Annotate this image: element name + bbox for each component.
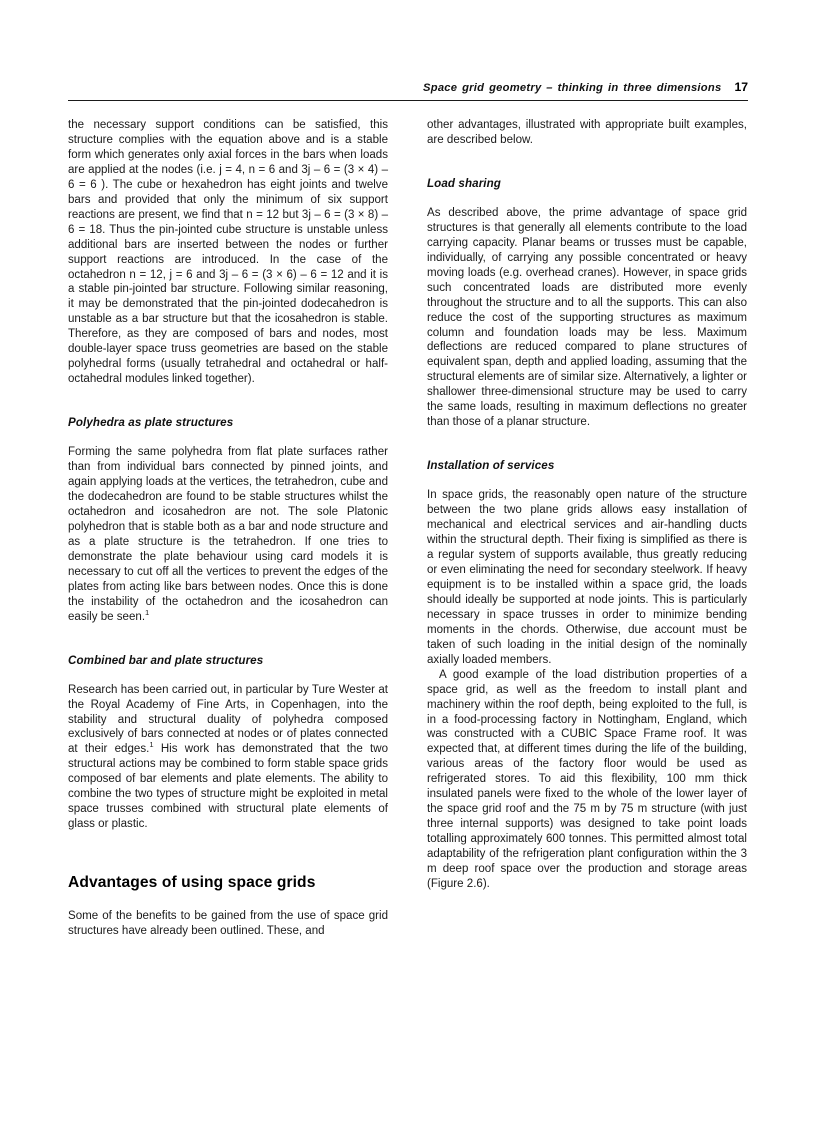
paragraph-advantages: Some of the benefits to be gained from the use of space grid structures have already been outlined. These, and: [68, 910, 388, 938]
spacer: [68, 892, 388, 909]
heading-load-sharing: Load sharing: [427, 176, 501, 190]
spacer: [68, 430, 388, 445]
left-column: [68, 118, 388, 1048]
footnote-marker: 1: [149, 740, 154, 750]
paragraph-installation-a: In space grids, the reasonably open nature of the structure between the two plane grids allows easy installation of mechanical and electrical services and air-handling ducts within the structural depth. Their fixing is simplified as there is a regular system of supports available, thus greatly reducing or even eliminating the need for secondary steelwork. If heavy equipment is to be installed within a space grid, the loads should ideally be supported at node joints. This is particularly necessary in space trusses in order to minimize bending moments in the chords. Otherwise, due account must be taken of such loading in the initial design of the nominally axially loaded members.: [427, 489, 747, 666]
spacer: [427, 191, 747, 206]
spacer: [68, 832, 388, 874]
paragraph-installation-b: A good example of the load distribution properties of a space grid, as well as the freedom to install plant and machinery within the roof depth, being exploited to the full, is in a food-processing factory in Nottingham, England, which was constructed with a CUBIC Space Frame roof. It was expected that, at different times during the life of the building, various areas of the factory floor would be used as refrigerated stores. To aid this flexibility, 100 mm thick insulated panels were fixed to the whole of the lower layer of the space grid roof and the 75 m by 75 m structure (with just three internal supports) was designed to take point loads totalling approximately 600 tonnes. This permitted almost total adaptability of the refrigeration plant configuration within the 3 m deep roof space over the production and storage areas (Figure 2.6).: [427, 668, 747, 890]
spacer: [427, 430, 747, 459]
running-header: [68, 78, 748, 96]
footnote-marker: 1: [145, 607, 150, 617]
heading-combined-bar-and-plate-structures: Combined bar and plate structures: [68, 653, 264, 667]
heading-installation-of-services: Installation of services: [427, 459, 555, 473]
spacer: [68, 668, 388, 683]
paragraph-combined-text-a: Research has been carried out, in particular by Ture Wester at the Royal Academy of Fine Arts, in Copenhagen, into the stability and structural duality of polyhedra composed exclusively of bars connected at nodes or of plates connected at their edges.: [68, 683, 388, 756]
spacer: [427, 148, 747, 177]
spacer: [427, 473, 747, 488]
paragraph-continued-left: the necessary support conditions can be satisfied, this structure complies with the equation above and is a stable form which generates only axial forces in the bars when loads are applied at the nodes (i.e. j = 4, n = 6 and 3j – 6 = (3 × 4) – 6 = 6 ). The cube or hexahedron has eight joints and twelve bars and provided that only the minimum of six support reactions are present, we find that n = 12 but 3j – 6 = (3 × 8) – 6 = 18. Thus the pin-jointed cube structure is unstable unless additional bars are inserted between the nodes or further support reactions are introduced. In the case of the octahedron n = 12, j = 6 and 3j – 6 = (3 × 6) – 6 = 12 and it is a stable pin-jointed bar structure. Following similar reasoning, it may be demonstrated that the pin-jointed dodecahedron is unstable as a bar structure but that the icosahedron is stable. Therefore, as they are composed of bars and nodes, most double-layer space truss geometries are based on the stable polyhedral forms (usually tetrahedral and octahedral or half-octahedral modules linked together).: [68, 119, 388, 386]
paragraph-continued-right: other advantages, illustrated with appropriate built examples, are described below.: [427, 119, 747, 146]
two-column-body: [68, 118, 748, 1048]
header-rule: [68, 100, 748, 101]
paragraph-combined: [68, 683, 388, 833]
paragraph-polyhedra: [68, 445, 388, 624]
spacer: [68, 625, 388, 654]
paragraph-load-sharing: As described above, the prime advantage of space grid structures is that generally all elements contribute to the load carrying capacity. Planar beams or trusses must be capable, individually, of carrying any possible concentrated or heavy moving loads (e.g. overhead cranes). However, in space grids such concentrated loads are distributed more evenly throughout the structure and to all the supports. This can also reduce the cost of the supporting structures as maximum column and foundation loads may be less. Maximum deflections are reduced compared to plane structures of equivalent span, depth and applied loading, assuming that the structural elements are of similar size. Alternatively, a lighter or shallower three-dimensional structure may be used to carry the same loads, resulting in maximum deflections no greater than those of a planar structure.: [427, 206, 747, 429]
right-column: [427, 118, 747, 1048]
spacer: [68, 387, 388, 416]
heading-polyhedra-as-plate-structures: Polyhedra as plate structures: [68, 416, 234, 430]
running-header-title: Space grid geometry – thinking in three dimensions: [423, 82, 722, 94]
paragraph-combined-text-b: His work has demonstrated that the two structural actions may be combined to form stable space grids composed of bar elements and plate elements. The ability to combine the two types of structure might be exploited in metal space trusses combined with structural plate elements of glass or plastic.: [68, 743, 388, 831]
heading-advantages-of-using-space-grids: Advantages of using space grids: [68, 874, 316, 892]
paragraph-polyhedra-text: Forming the same polyhedra from flat plate surfaces rather than from individual bars connected by pinned joints, and again applying loads at the vertices, the tetrahedron, cube and the dodecahedron are found to be stable structures whilst the octahedron and icosahedron are not. The sole Platonic polyhedron that is stable both as a bar and node structure and as a plate structure is the tetrahedron. If one tries to demonstrate the plate behaviour using card models it is necessary to cut off all the vertices to prevent the edges of the plates from acting like bars between nodes. Once this is done the instability of the octahedron and the icosahedron can easily be seen.: [68, 446, 388, 623]
page-number: 17: [734, 80, 748, 94]
